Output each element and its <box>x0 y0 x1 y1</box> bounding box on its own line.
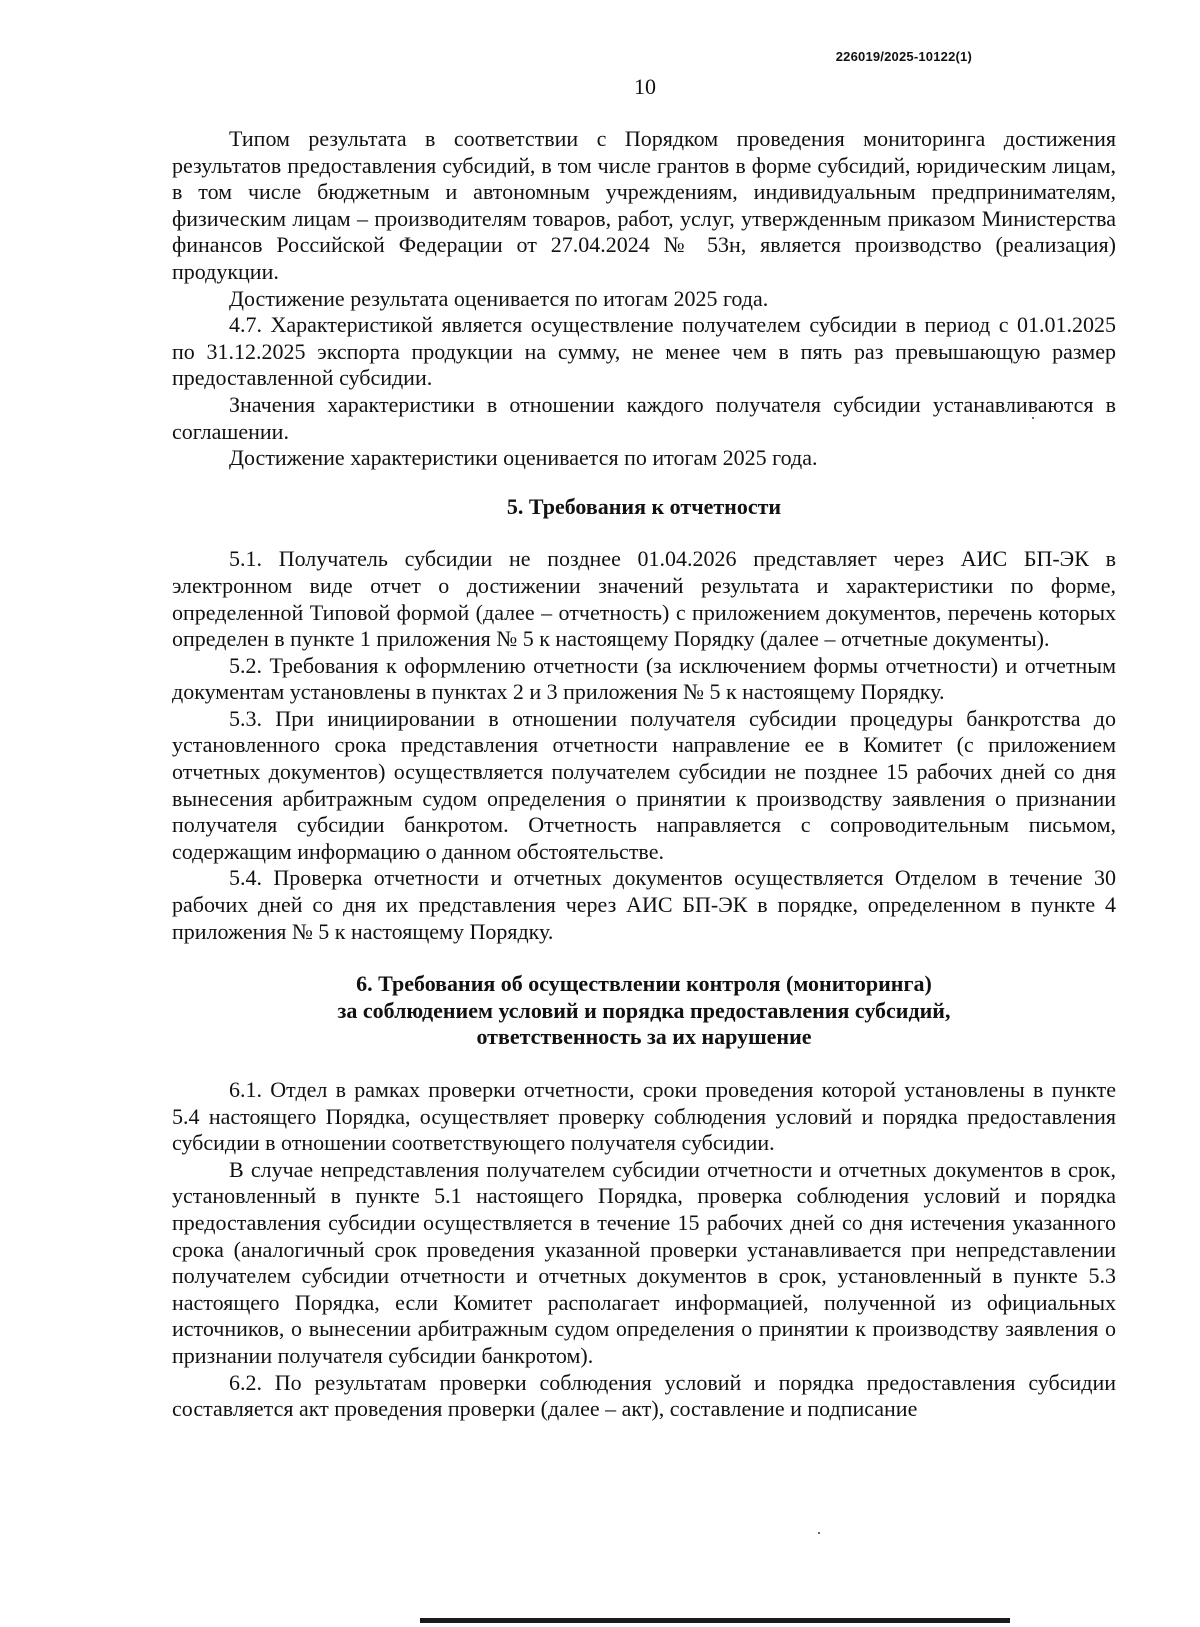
paragraph-5-1: 5.1. Получатель субсидии не позднее 01.04.2026 представляет через АИС БП-ЭК в электронном виде отчет о достижении значений результата и характеристики по форме, определенной Типовой формой (далее – отчетность) с приложением документов, перечень которых определен в пункте 1 приложения № 5 к настоящему Порядку (далее – отчетные документы). <box>172 546 1116 652</box>
scan-speck <box>1032 417 1034 419</box>
paragraph-6-1-continued: В случае непредставления получателем субсидии отчетности и отчетных документов в срок, установленный в пункте 5.1 настоящего Порядка, проверка соблюдения условий и порядка предоставления субсидии осуществляется в течение 15 рабочих дней со дня истечения указанного срока (аналогичный срок проведения указанной проверки устанавливается при непредставлении получателем субсидии отчетности и отчетных документов в срок, установленный в пункте 5.3 настоящего Порядка, если Комитет располагает информацией, полученной из официальных источников, о вынесении арбитражным судом определения о принятии к производству заявления о признании получателя субсидии банкротом). <box>172 1156 1116 1368</box>
paragraph-6-2: 6.2. По результатам проверки соблюдения условий и порядка предоставления субсидии составляется акт проведения проверки (далее – акт), составление и подписание <box>172 1369 1116 1422</box>
paragraph-5-2: 5.2. Требования к оформлению отчетности (за исключением формы отчетности) и отчетным документам установлены в пунктах 2 и 3 приложения № 5 к настоящему Порядку. <box>172 652 1116 705</box>
section-6-heading-line-2: за соблюдением условий и порядка предоставления субсидий, <box>337 997 951 1023</box>
section-6-heading-line-3: ответственность за их нарушение <box>476 1024 812 1050</box>
section-5-heading: 5. Требования к отчетности <box>506 493 782 519</box>
section-6-heading <box>172 971 1116 1051</box>
section-6-heading-line-1: 6. Требования об осуществлении контроля (мониторинга) <box>356 971 932 997</box>
paragraph-result-type: Типом результата в соответствии с Порядком проведения мониторинга достижения результатов предоставления субсидий, в том числе грантов в форме субсидий, юридическим лицам, в том числе бюджетным и автономным учреждениям, индивидуальным предпринимателям, физическим лицам – производителям товаров, работ, услуг, утвержденным приказом Министерства финансов Российской Федерации от 27.04.2024 № 53н, является производство (реализация) продукции. <box>172 126 1116 284</box>
paragraph-5-3: 5.3. При инициировании в отношении получателя субсидии процедуры банкротства до установленного срока представления отчетности направление ее в Комитет (с приложением отчетных документов) осуществляется получателем субсидии не позднее 15 рабочих дней со дня вынесения арбитражным судом определения о принятии к производству заявления о признании получателя субсидии банкротом. Отчетность направляется с сопроводительным письмом, содержащим информацию о данном обстоятельстве. <box>172 705 1116 864</box>
paragraph-4-7: 4.7. Характеристикой является осуществление получателем субсидии в период с 01.01.2025 по 31.12.2025 экспорта продукции на сумму, не менее чем в пять раз превышающую размер предоставленной субсидии. <box>172 312 1116 391</box>
paragraph-5-4: 5.4. Проверка отчетности и отчетных документов осуществляется Отделом в течение 30 рабочих дней со дня их представления через АИС БП-ЭК в порядке, определенном в пункте 4 приложения № 5 к настоящему Порядку. <box>172 865 1116 944</box>
paragraph-result-assessment: Достижение результата оценивается по итогам 2025 года. <box>229 285 769 311</box>
paragraph-6-1: 6.1. Отдел в рамках проверки отчетности, сроки проведения которой установлены в пункте 5.4 настоящего Порядка, осуществляет проверку соблюдения условий и порядка предоставления субсидии в отношении соответствующего получателя субсидии. <box>172 1077 1116 1156</box>
document-body <box>172 126 1116 1423</box>
document-registration-number: 226019/2025-10122(1) <box>835 49 972 64</box>
scan-edge-bar <box>420 1618 1010 1623</box>
page-number: 10 <box>634 74 656 99</box>
paragraph-characteristic-assessment: Достижение характеристики оценивается по итогам 2025 года. <box>229 445 818 471</box>
paragraph-characteristic-values: Значения характеристики в отношении каждого получателя субсидии устанавливаются в соглашении. <box>172 391 1116 444</box>
scan-speck <box>818 1532 820 1534</box>
